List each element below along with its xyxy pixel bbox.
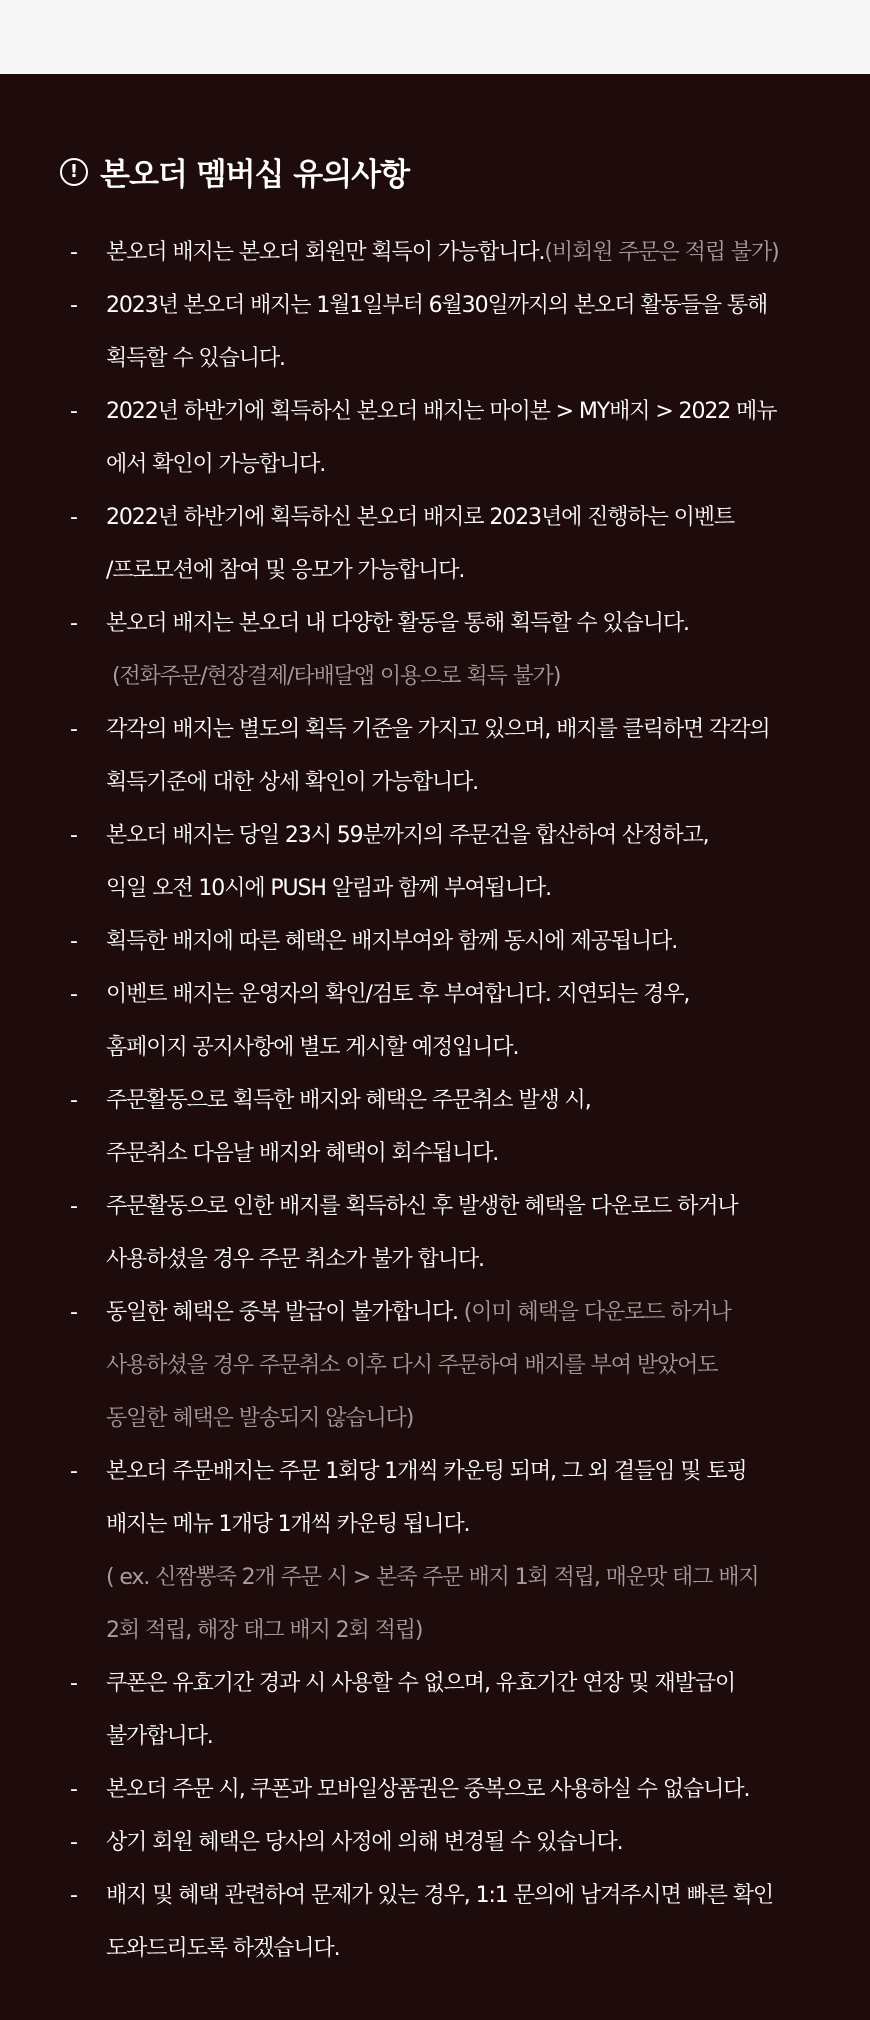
dash-bullet: - xyxy=(70,929,77,954)
dash-bullet: - xyxy=(70,399,77,424)
dash-bullet: - xyxy=(70,1300,77,1325)
dash-bullet: - xyxy=(70,1830,77,1855)
item-note: (이미 혜택을 다운로드 하거나 xyxy=(457,1300,731,1325)
notice-list xyxy=(68,226,848,1975)
item-line: /프로모션에 참여 및 응모가 가능합니다. xyxy=(106,558,465,583)
list-item xyxy=(68,1763,848,1816)
notice-heading xyxy=(60,149,409,194)
item-line: 도와드리도록 하겠습니다. xyxy=(106,1936,340,1961)
item-note: 사용하셨을 경우 주문취소 이후 다시 주문하여 배지를 부여 받았어도 xyxy=(106,1353,718,1378)
list-item xyxy=(68,1869,848,1975)
list-item xyxy=(68,1816,848,1869)
top-strip xyxy=(0,0,870,74)
list-item xyxy=(68,968,848,1074)
list-item xyxy=(68,597,848,703)
item-note: ( ex. 신짬뽕죽 2개 주문 시 > 본죽 주문 배지 1회 적립, 매운맛 태그 배지 xyxy=(106,1565,759,1590)
item-note: (전화주문/현장결제/타배달앱 이용으로 획득 불가) xyxy=(112,664,561,689)
dash-bullet: - xyxy=(70,505,77,530)
dash-bullet: - xyxy=(70,982,77,1007)
item-line: 본오더 주문배지는 주문 1회당 1개씩 카운팅 되며, 그 외 곁들임 및 토핑 xyxy=(106,1459,747,1484)
list-item xyxy=(68,1074,848,1180)
item-line: 상기 회원 혜택은 당사의 사정에 의해 변경될 수 있습니다. xyxy=(106,1830,623,1855)
list-item xyxy=(68,279,848,385)
dash-bullet: - xyxy=(70,611,77,636)
page-title: 본오더 멤버십 유의사항 xyxy=(100,157,410,193)
item-line: 획득한 배지에 따른 혜택은 배지부여와 함께 동시에 제공됩니다. xyxy=(106,929,678,954)
exclamation-circle-icon: ! xyxy=(60,158,88,186)
item-line: 배지 및 혜택 관련하여 문제가 있는 경우, 1:1 문의에 남겨주시면 빠른 확인 xyxy=(106,1883,774,1908)
item-line: 2023년 본오더 배지는 1월1일부터 6월30일까지의 본오더 활동들을 통해 xyxy=(106,293,768,318)
item-line: 주문활동으로 인한 배지를 획득하신 후 발생한 혜택을 다운로드 하거나 xyxy=(106,1194,738,1219)
item-note: 2회 적립, 해장 태그 배지 2회 적립) xyxy=(106,1618,423,1643)
membership-notice-panel xyxy=(0,74,870,2020)
dash-bullet: - xyxy=(70,717,77,742)
item-line: 홈페이지 공지사항에 별도 게시할 예정입니다. xyxy=(106,1035,519,1060)
list-item xyxy=(68,1180,848,1286)
item-note: (비회원 주문은 적립 불가) xyxy=(544,240,779,265)
dash-bullet: - xyxy=(70,1883,77,1908)
item-line: 주문취소 다음날 배지와 혜택이 회수됩니다. xyxy=(106,1141,499,1166)
list-item xyxy=(68,915,848,968)
dash-bullet: - xyxy=(70,293,77,318)
list-item xyxy=(68,385,848,491)
dash-bullet: - xyxy=(70,1459,77,1484)
item-note: 동일한 혜택은 발송되지 않습니다) xyxy=(106,1406,414,1431)
list-item xyxy=(68,491,848,597)
item-line: 본오더 배지는 당일 23시 59분까지의 주문건을 합산하여 산정하고, xyxy=(106,823,709,848)
item-line: 사용하셨을 경우 주문 취소가 불가 합니다. xyxy=(106,1247,484,1272)
list-item xyxy=(68,1286,848,1445)
list-item xyxy=(68,809,848,915)
item-line: 배지는 메뉴 1개당 1개씩 카운팅 됩니다. xyxy=(106,1512,470,1537)
item-line: 본오더 배지는 본오더 회원만 획득이 가능합니다.(비회원 주문은 적립 불가) xyxy=(106,240,779,265)
item-line: 획득기준에 대한 상세 확인이 가능합니다. xyxy=(106,770,479,795)
item-line: 이벤트 배지는 운영자의 확인/검토 후 부여합니다. 지연되는 경우, xyxy=(106,982,690,1007)
item-line: 본오더 배지는 본오더 내 다양한 활동을 통해 획득할 수 있습니다. xyxy=(106,611,689,636)
item-line: 불가합니다. xyxy=(106,1724,213,1749)
list-item xyxy=(68,703,848,809)
dash-bullet: - xyxy=(70,1777,77,1802)
item-line: 2022년 하반기에 획득하신 본오더 배지로 2023년에 진행하는 이벤트 xyxy=(106,505,735,530)
item-line: 동일한 혜택은 중복 발급이 불가합니다. (이미 혜택을 다운로드 하거나 xyxy=(106,1300,731,1325)
item-line: 주문활동으로 획득한 배지와 혜택은 주문취소 발생 시, xyxy=(106,1088,591,1113)
list-item xyxy=(68,1445,848,1657)
dash-bullet: - xyxy=(70,240,77,265)
list-item xyxy=(68,226,848,279)
list-item xyxy=(68,1657,848,1763)
item-line: 쿠폰은 유효기간 경과 시 사용할 수 없으며, 유효기간 연장 및 재발급이 xyxy=(106,1671,736,1696)
item-line: 2022년 하반기에 획득하신 본오더 배지는 마이본 > MY배지 > 2022 메뉴 xyxy=(106,399,777,424)
item-line: 에서 확인이 가능합니다. xyxy=(106,452,326,477)
item-line: 각각의 배지는 별도의 획득 기준을 가지고 있으며, 배지를 클릭하면 각각의 xyxy=(106,717,770,742)
dash-bullet: - xyxy=(70,1671,77,1696)
dash-bullet: - xyxy=(70,823,77,848)
item-line: 본오더 주문 시, 쿠폰과 모바일상품권은 중복으로 사용하실 수 없습니다. xyxy=(106,1777,750,1802)
item-line: 획득할 수 있습니다. xyxy=(106,346,285,371)
dash-bullet: - xyxy=(70,1088,77,1113)
item-line: 익일 오전 10시에 PUSH 알림과 함께 부여됩니다. xyxy=(106,876,551,901)
dash-bullet: - xyxy=(70,1194,77,1219)
